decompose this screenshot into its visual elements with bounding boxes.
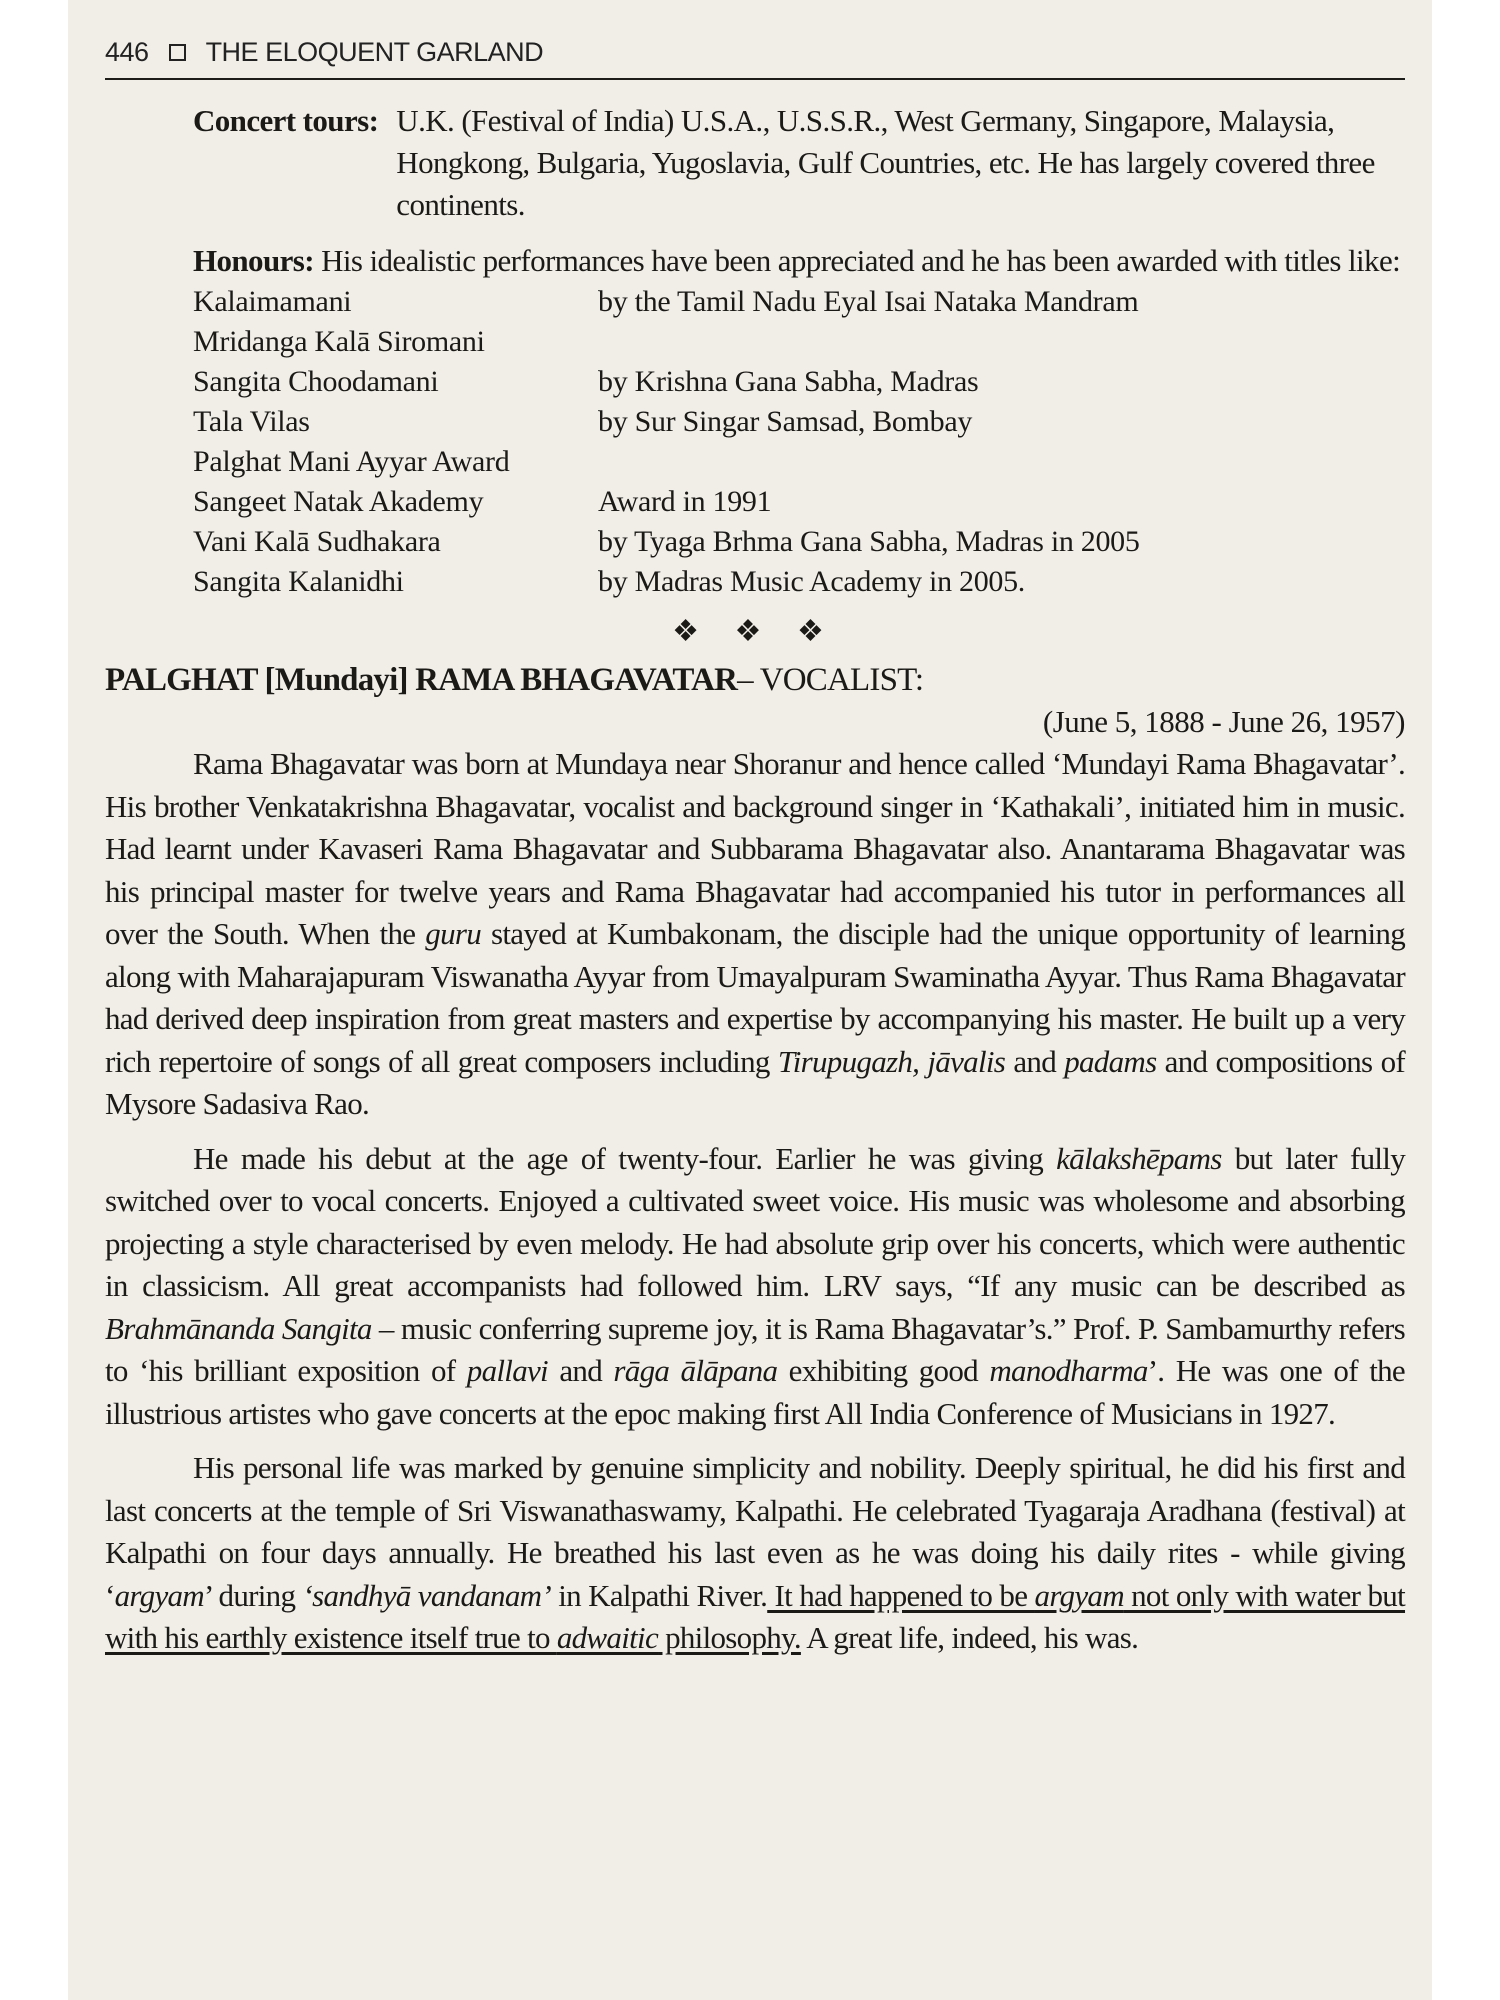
title-name: Vani Kalā Sudhakara [193,525,441,558]
title-row [193,322,1405,362]
square-bullet-icon [169,44,186,61]
page-number: 446 [105,36,149,67]
section-heading [105,659,1405,701]
honours-text: His idealistic performances have been appreciated and he has been awarded with titles like: [321,243,1401,278]
honours-intro [105,240,1405,282]
underlined-passage: It had happened to be argyam not only with water but with his earthly existence itself true to adwaitic philosophy. [105,1577,1406,1655]
title-name: Kalaimamani [193,285,352,318]
paragraph-2: He made his debut at the age of twenty-four. Earlier he was giving kālakshēpams but later fully switched over to vocal concerts. Enjoyed a cultivated sweet voice. His music was wholesome and absorbing projecting a style characterised by even melody. He had absolute grip over his concerts, which were authentic in classicism. All great accompanists had followed him. LRV says, “If any music can be described as Brahmānanda Sangita – music conferring supreme joy, it is Rama Bhagavatar’s.” Prof. P. Sambamurthy refers to ‘his brilliant exposition of pallavi and rāga ālāpana exhibiting good manodharma’. He was one of the illustrious artistes who gave concerts at the epoc making first All India Conference of Musicians in 1927. [105,1140,1406,1431]
title-row [193,282,1405,322]
paragraph-3: His personal life was marked by genuine simplicity and nobility. Deeply spiritual, he did his first and last concerts at the temple of Sri Viswanathaswamy, Kalpathi. He celebrated Tyagaraja Aradhana (festival) at Kalpathi on four days annually. He breathed his last even as he was doing his daily rites - while giving ‘argyam’ during ‘sandhyā vandanam’ in Kalpathi River. It had happened to be argyam not only with water but with his earthly existence itself true to adwaitic philosophy. A great life, indeed, his was. [105,1450,1406,1655]
title-name: Tala Vilas [193,405,310,438]
title-name: Palghat Mani Ayyar Award [193,445,510,478]
section-heading-name: PALGHAT [Mundayi] RAMA BHAGAVATAR [105,662,738,698]
paragraph-1: Rama Bhagavatar was born at Mundaya near Shoranur and hence called ‘Mundayi Rama Bhagavatar’. His brother Venkatakrishna Bhagavatar, vocalist and background singer in ‘Kathakali’, initiated him in music. Had learnt under Kavaseri Rama Bhagavatar and Subbarama Bhagavatar also. Anantarama Bhagavatar was his principal master for twelve years and Rama Bhagavatar had accompanied his tutor in performances all over the South. When the guru stayed at Kumbakonam, the disciple had the unique opportunity of learning along with Maharajapuram Viswanatha Ayyar from Umayalpuram Swaminatha Ayyar. Thus Rama Bhagavatar had derived deep inspiration from great masters and expertise by accompanying his master. He built up a very rich repertoire of songs of all great composers including Tirupugazh, jāvalis and padams and compositions of Mysore Sadasiva Rao. [105,746,1406,1121]
life-dates: (June 5, 1888 - June 26, 1957) [1042,704,1405,739]
page-content [105,34,1405,1660]
title-by: by Krishna Gana Sabha, Madras [598,365,979,398]
title-row [193,482,1405,522]
title-name: Sangeet Natak Akademy [193,485,484,518]
title-by: by the Tamil Nadu Eyal Isai Nataka Mandram [598,285,1139,318]
title-row [193,562,1405,602]
section-divider-ornament: ❖ ❖ ❖ [672,615,838,648]
honours-titles-list [105,282,1405,602]
title-by: by Sur Singar Samsad, Bombay [598,405,973,438]
section-heading-role: – VOCALIST: [737,662,924,698]
title-by: Award in 1991 [598,485,772,518]
concert-tours-text: U.K. (Festival of India) U.S.A., U.S.S.R., West Germany, Singapore, Malaysia, Hongkong, Bulgaria, Yugoslavia, Gulf Countries, etc. He has largely covered three continents. [396,103,1375,222]
title-row [193,362,1405,402]
title-row [193,522,1405,562]
concert-tours [105,100,1405,226]
title-row [193,402,1405,442]
title-by: by Madras Music Academy in 2005. [598,565,1025,598]
book-page [68,0,1432,2000]
title-row [193,442,1405,482]
title-name: Mridanga Kalā Siromani [193,325,485,358]
title-name: Sangita Choodamani [193,365,439,398]
title-name: Sangita Kalanidhi [193,565,404,598]
book-title: THE ELOQUENT GARLAND [205,36,544,67]
honours-label: Honours: [193,243,314,278]
running-header [105,34,1405,80]
concert-tours-label: Concert tours: [193,103,379,138]
title-by: by Tyaga Brhma Gana Sabha, Madras in 2005 [598,525,1140,558]
